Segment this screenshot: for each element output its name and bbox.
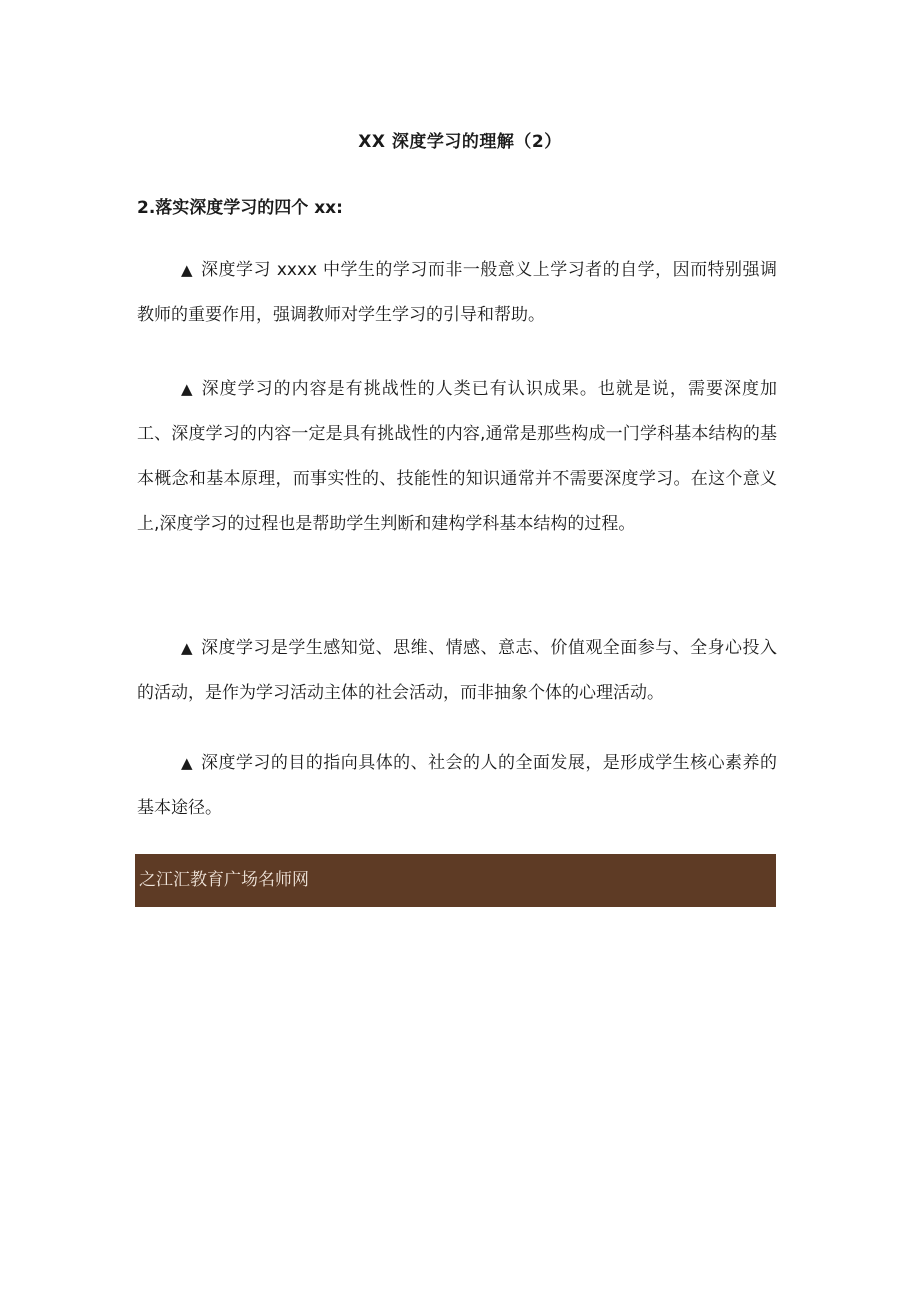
- paragraph-text: 深度学习的内容是有挑战性的人类已有认识成果。也就是说，需要深度加工、深度学习的内容一定是具有挑战性的内容,通常是那些构成一门学科基本结构的基本概念和基本原理，而事实性的、技能性的知识通常并不需要深度学习。在这个意义上,深度学习的过程也是帮助学生判断和建构学科基本结构的过程。: [137, 379, 777, 534]
- triangle-bullet-icon: ▲: [181, 261, 194, 279]
- page-title: XX 深度学习的理解（2）: [358, 132, 562, 152]
- paragraph-text: 深度学习 xxxx 中学生的学习而非一般意义上学习者的自学，因而特别强调教师的重要作用，强调教师对学生学习的引导和帮助。: [137, 260, 777, 325]
- triangle-bullet-icon: ▲: [181, 639, 194, 657]
- paragraph-3: [137, 626, 777, 716]
- triangle-bullet-icon: ▲: [181, 380, 194, 398]
- paragraph-text: 深度学习是学生感知觉、思维、情感、意志、价值观全面参与、全身心投入的活动，是作为学习活动主体的社会活动，而非抽象个体的心理活动。: [137, 638, 777, 703]
- paragraph-text: 深度学习的目的指向具体的、社会的人的全面发展，是形成学生核心素养的基本途径。: [137, 753, 777, 818]
- paragraph-2: [137, 367, 777, 547]
- paragraph-4: [137, 741, 777, 831]
- paragraph-1: [137, 248, 777, 338]
- footer-banner: [135, 854, 776, 907]
- triangle-bullet-icon: ▲: [181, 754, 194, 772]
- footer-label: 之江汇教育广场名师网: [139, 870, 309, 890]
- section-heading: 2.落实深度学习的四个 xx:: [137, 198, 343, 218]
